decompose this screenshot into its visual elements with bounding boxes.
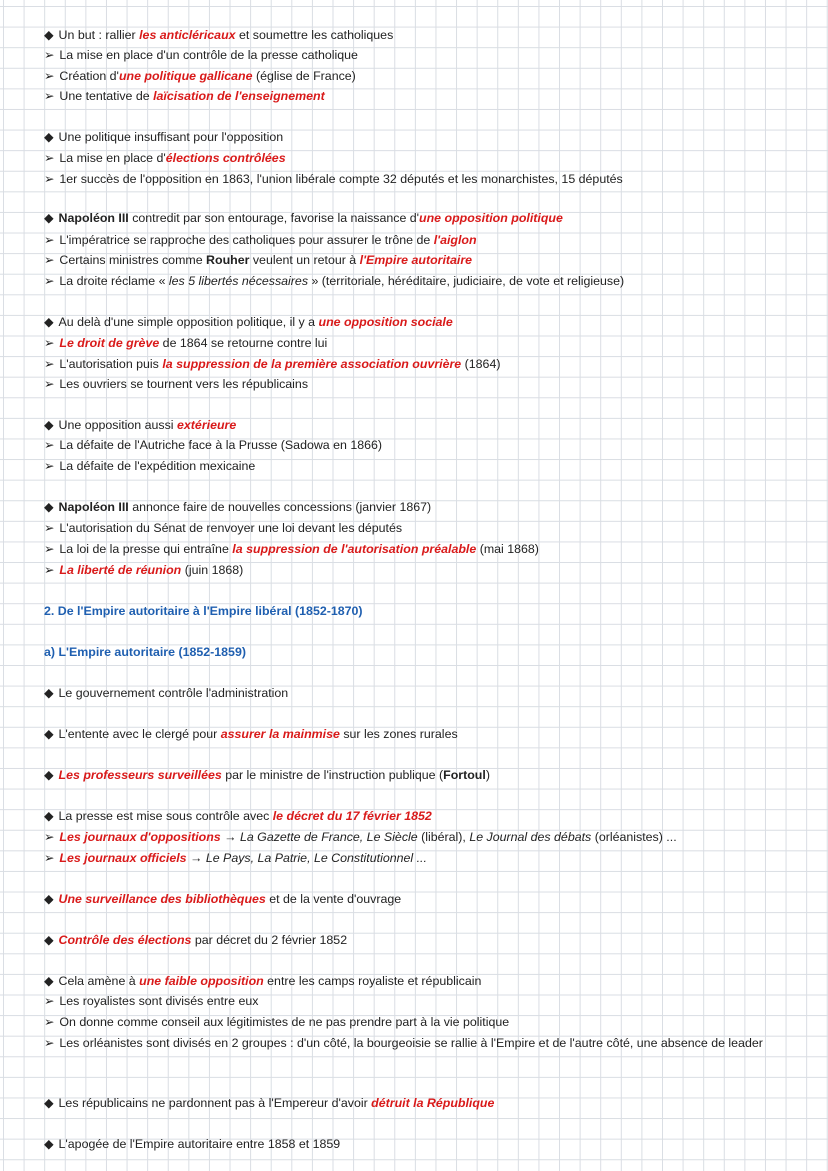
- text-segment: La défaite de l'expédition mexicaine: [59, 459, 256, 473]
- sub-point: [44, 539, 794, 559]
- diamond-bullet-icon: ◆: [44, 727, 54, 741]
- text-segment: Une tentative de: [59, 89, 154, 103]
- text-segment: par le ministre de l'instruction publique (: [221, 768, 444, 782]
- sub-point: [44, 1033, 792, 1053]
- bullet-point: [44, 806, 794, 826]
- bullet-point: [44, 415, 794, 435]
- highlighted-term: l'Empire autoritaire: [359, 253, 473, 267]
- bullet-point: [44, 683, 794, 703]
- italic-text: Le Pays, La Patrie, Le Constitutionnel ...: [205, 851, 427, 865]
- arrow-bullet-icon: ➢: [44, 563, 55, 577]
- text-segment: (1864): [461, 357, 501, 371]
- bullet-point: [44, 724, 794, 744]
- text-segment: Les républicains ne pardonnent pas à l'Empereur d'avoir: [58, 1096, 372, 1110]
- highlighted-term: La liberté de réunion: [59, 563, 182, 577]
- bullet-point: [44, 971, 794, 991]
- highlighted-term: élections contrôlées: [165, 151, 286, 165]
- section-heading: [44, 601, 794, 621]
- text-segment: La mise en place d'un contrôle de la presse catholique: [59, 48, 358, 62]
- text-segment: L'apogée de l'Empire autoritaire entre 1858 et 1859: [58, 1137, 341, 1151]
- text-segment: Les royalistes sont divisés entre eux: [59, 994, 259, 1008]
- diamond-bullet-icon: ◆: [44, 315, 54, 329]
- text-segment: Les orléanistes sont divisés en 2 groupes : d'un côté, la bourgeoisie se rallie à l'Empire et de l'autre côté, une absence de leader: [59, 1036, 763, 1050]
- highlighted-term: Le droit de grève: [59, 336, 160, 350]
- sub-point: [44, 848, 794, 868]
- text-segment: Une opposition aussi: [58, 418, 178, 432]
- highlighted-term: Une surveillance des bibliothèques: [58, 892, 266, 906]
- text-segment: veulent un retour à: [249, 253, 360, 267]
- sub-point: [44, 230, 794, 250]
- text-segment: La droite réclame «: [59, 274, 169, 288]
- arrow-bullet-icon: ➢: [44, 1015, 55, 1029]
- arrow-bullet-icon: ➢: [44, 48, 55, 62]
- highlighted-term: Contrôle des élections: [58, 933, 192, 947]
- bullet-point: [44, 497, 794, 517]
- arrow-bullet-icon: ➢: [44, 377, 55, 391]
- italic-text: les 5 libertés nécessaires: [168, 274, 309, 288]
- diamond-bullet-icon: ◆: [44, 974, 54, 988]
- text-segment: entre les camps royaliste et républicain: [263, 974, 482, 988]
- text-segment: ): [485, 768, 490, 782]
- arrow-bullet-icon: ➢: [44, 253, 55, 267]
- arrow-bullet-icon: ➢: [44, 151, 55, 165]
- highlighted-term: la suppression de l'autorisation préalable: [232, 542, 477, 556]
- text-segment: L'autorisation puis: [59, 357, 163, 371]
- highlighted-term: une faible opposition: [139, 974, 264, 988]
- diamond-bullet-icon: ◆: [44, 500, 54, 514]
- sub-point: [44, 827, 794, 847]
- section-heading: [44, 642, 794, 662]
- bold-name: Rouher: [206, 253, 250, 267]
- text-segment: et de la vente d'ouvrage: [265, 892, 402, 906]
- text-segment: Certains ministres comme: [59, 253, 207, 267]
- text-segment: Une politique insuffisant pour l'opposition: [58, 130, 284, 144]
- arrow-bullet-icon: ➢: [44, 851, 55, 865]
- text-segment: Le gouvernement contrôle l'administration: [58, 686, 289, 700]
- arrow-bullet-icon: ➢: [44, 274, 55, 288]
- diamond-bullet-icon: ◆: [44, 1137, 54, 1151]
- highlighted-term: détruit la République: [371, 1096, 495, 1110]
- sub-point: [44, 354, 794, 374]
- sub-point: [44, 333, 794, 353]
- diamond-bullet-icon: ◆: [44, 130, 54, 144]
- text-segment: (mai 1868): [476, 542, 539, 556]
- arrow-bullet-icon: ➢: [44, 336, 55, 350]
- diamond-bullet-icon: ◆: [44, 768, 54, 782]
- bullet-point: [44, 208, 794, 228]
- text-segment: L'impératrice se rapproche des catholiques pour assurer le trône de: [59, 233, 434, 247]
- text-segment: contredit par son entourage, favorise la naissance d': [128, 211, 420, 225]
- highlighted-term: Les professeurs surveillées: [58, 768, 222, 782]
- arrow-bullet-icon: ➢: [44, 830, 55, 844]
- sub-point: [44, 1012, 794, 1032]
- arrow-bullet-icon: ➢: [44, 233, 55, 247]
- highlighted-term: l'aiglon: [433, 233, 477, 247]
- sub-point: [44, 169, 794, 189]
- sub-point: [44, 86, 794, 106]
- text-segment: L'entente avec le clergé pour: [58, 727, 221, 741]
- text-segment: →: [186, 851, 206, 865]
- text-segment: On donne comme conseil aux légitimistes de ne pas prendre part à la vie politique: [59, 1015, 510, 1029]
- diamond-bullet-icon: ◆: [44, 933, 54, 947]
- arrow-bullet-icon: ➢: [44, 438, 55, 452]
- bold-name: Fortoul: [443, 768, 486, 782]
- text-segment: Création d': [59, 69, 119, 83]
- bold-name: Napoléon III: [58, 211, 129, 225]
- sub-point: [44, 45, 794, 65]
- sub-point: [44, 271, 794, 291]
- bullet-point: [44, 312, 794, 332]
- diamond-bullet-icon: ◆: [44, 211, 54, 225]
- text-segment: 2. De l'Empire autoritaire à l'Empire libéral (1852-1870): [44, 604, 363, 618]
- text-segment: de 1864 se retourne contre lui: [159, 336, 328, 350]
- diamond-bullet-icon: ◆: [44, 418, 54, 432]
- bullet-point: [44, 1093, 794, 1113]
- highlighted-term: une opposition sociale: [318, 315, 453, 329]
- text-segment: La mise en place d': [59, 151, 166, 165]
- highlighted-term: les anticléricaux: [139, 28, 236, 42]
- arrow-bullet-icon: ➢: [44, 172, 55, 186]
- italic-text: Le Journal des débats: [469, 830, 592, 844]
- arrow-bullet-icon: ➢: [44, 542, 55, 556]
- text-segment: (orléanistes) ...: [591, 830, 677, 844]
- sub-point: [44, 456, 794, 476]
- text-segment: 1er succès de l'opposition en 1863, l'union libérale compte 32 députés et les monarchistes, 15 députés: [59, 172, 623, 186]
- sub-point: [44, 991, 794, 1011]
- diamond-bullet-icon: ◆: [44, 809, 54, 823]
- arrow-bullet-icon: ➢: [44, 89, 55, 103]
- bullet-point: [44, 127, 794, 147]
- text-segment: Un but : rallier: [58, 28, 140, 42]
- text-segment: (juin 1868): [181, 563, 244, 577]
- diamond-bullet-icon: ◆: [44, 1096, 54, 1110]
- highlighted-term: extérieure: [177, 418, 237, 432]
- italic-text: La Gazette de France, Le Siècle: [239, 830, 418, 844]
- sub-point: [44, 560, 794, 580]
- text-segment: » (territoriale, héréditaire, judiciaire, de vote et religieuse): [308, 274, 625, 288]
- bullet-point: [44, 889, 794, 909]
- highlighted-term: une politique gallicane: [118, 69, 253, 83]
- diamond-bullet-icon: ◆: [44, 686, 54, 700]
- highlighted-term: Les journaux officiels: [59, 851, 187, 865]
- text-segment: Les ouvriers se tournent vers les républicains: [59, 377, 309, 391]
- text-segment: Cela amène à: [58, 974, 140, 988]
- highlighted-term: une opposition politique: [419, 211, 563, 225]
- bullet-point: [44, 765, 794, 785]
- text-segment: La presse est mise sous contrôle avec: [58, 809, 273, 823]
- text-segment: annonce faire de nouvelles concessions (janvier 1867): [128, 500, 432, 514]
- bullet-point: [44, 25, 794, 45]
- text-segment: a) L'Empire autoritaire (1852-1859): [44, 645, 246, 659]
- arrow-bullet-icon: ➢: [44, 357, 55, 371]
- arrow-bullet-icon: ➢: [44, 459, 55, 473]
- diamond-bullet-icon: ◆: [44, 892, 54, 906]
- arrow-bullet-icon: ➢: [44, 994, 55, 1008]
- highlighted-term: Les journaux d'oppositions: [59, 830, 221, 844]
- sub-point: [44, 148, 794, 168]
- text-segment: (libéral),: [417, 830, 470, 844]
- highlighted-term: la suppression de la première association ouvrière: [162, 357, 462, 371]
- text-segment: et soumettre les catholiques: [235, 28, 394, 42]
- bullet-point: [44, 1134, 794, 1154]
- highlighted-term: assurer la mainmise: [220, 727, 340, 741]
- text-segment: La loi de la presse qui entraîne: [59, 542, 233, 556]
- bold-name: Napoléon III: [58, 500, 129, 514]
- highlighted-term: le décret du 17 février 1852: [272, 809, 432, 823]
- sub-point: [44, 374, 794, 394]
- bullet-point: [44, 930, 794, 950]
- text-segment: La défaite de l'Autriche face à la Prusse (Sadowa en 1866): [59, 438, 383, 452]
- arrow-bullet-icon: ➢: [44, 1036, 55, 1050]
- text-segment: par décret du 2 février 1852: [191, 933, 348, 947]
- highlighted-term: laïcisation de l'enseignement: [153, 89, 325, 103]
- diamond-bullet-icon: ◆: [44, 28, 54, 42]
- text-segment: (église de France): [252, 69, 356, 83]
- sub-point: [44, 518, 794, 538]
- sub-point: [44, 435, 794, 455]
- sub-point: [44, 66, 794, 86]
- sub-point: [44, 250, 794, 270]
- text-segment: →: [220, 830, 240, 844]
- text-segment: sur les zones rurales: [339, 727, 458, 741]
- arrow-bullet-icon: ➢: [44, 521, 55, 535]
- text-segment: Au delà d'une simple opposition politique, il y a: [58, 315, 319, 329]
- arrow-bullet-icon: ➢: [44, 69, 55, 83]
- text-segment: L'autorisation du Sénat de renvoyer une loi devant les députés: [59, 521, 403, 535]
